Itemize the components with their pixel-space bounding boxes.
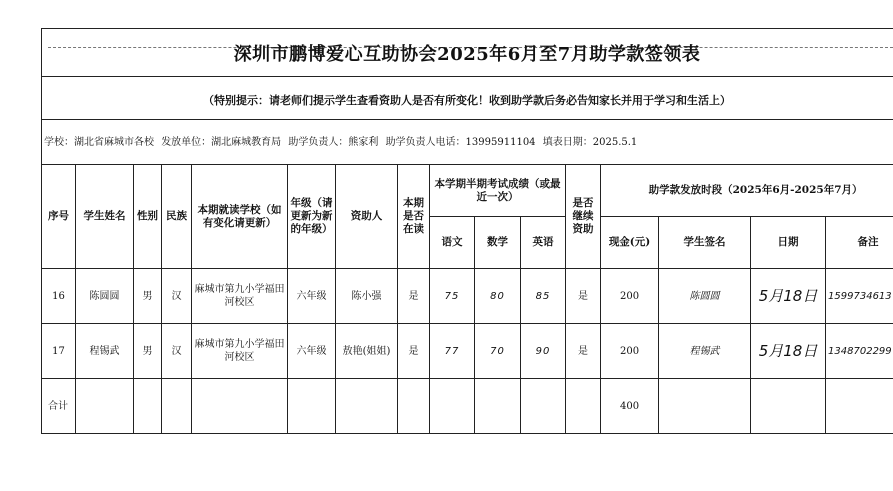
- header-grade: 年级（请更新为新的年级）: [288, 165, 336, 269]
- header-math: 数学: [475, 217, 521, 269]
- header-continue: 是否继续资助: [566, 165, 601, 269]
- cell-enrolled: 是: [398, 324, 430, 379]
- cell-seq: 17: [42, 324, 76, 379]
- cell-gender: 男: [134, 269, 162, 324]
- school-field: 学校：湖北省麻城市各校: [44, 137, 154, 148]
- cell-grade: 六年级: [288, 269, 336, 324]
- header-cash: 现金(元): [601, 217, 659, 269]
- table-row: [42, 324, 893, 379]
- cell-gender: 男: [134, 324, 162, 379]
- cell-math-score: 70: [475, 324, 521, 379]
- contact-field: 助学负责人：熊家利: [288, 137, 379, 148]
- cell-grade: 六年级: [288, 324, 336, 379]
- cell-sign-date: 5月18日: [751, 269, 826, 324]
- cell-sponsor: 敖艳(姐姐): [336, 324, 398, 379]
- cell-enrolled: 是: [398, 269, 430, 324]
- header-ethnicity: 民族: [162, 165, 192, 269]
- header-scores-group: 本学期半期考试成绩（或最近一次）: [430, 165, 566, 217]
- header-remarks: 备注: [826, 217, 893, 269]
- cell-math-score: 80: [475, 269, 521, 324]
- cell-cash: 200: [601, 269, 659, 324]
- total-row: [42, 379, 893, 434]
- cell-english-score: 85: [521, 269, 566, 324]
- cell-school: 麻城市第九小学福田河校区: [192, 269, 288, 324]
- cell-school: 麻城市第九小学福田河校区: [192, 324, 288, 379]
- date-field: 填表日期：2025.5.1: [542, 137, 638, 148]
- header-seq: 序号: [42, 165, 76, 269]
- cell-continue: 是: [566, 269, 601, 324]
- header-gender: 性别: [134, 165, 162, 269]
- cell-signature: 陈圆圆: [659, 269, 751, 324]
- header-english: 英语: [521, 217, 566, 269]
- cell-name: 程锡武: [76, 324, 134, 379]
- header-payment-group: 助学款发放时段（2025年6月-2025年7月）: [601, 165, 893, 217]
- cell-ethnicity: 汉: [162, 324, 192, 379]
- cell-remarks: 1348702299: [826, 324, 893, 379]
- special-notice: （特别提示：请老师们提示学生查看资助人是否有所变化！收到助学款后务必告知家长并用于学习和生活上）: [203, 94, 731, 107]
- cell-sponsor: 陈小强: [336, 269, 398, 324]
- header-sponsor: 资助人: [336, 165, 398, 269]
- cell-continue: 是: [566, 324, 601, 379]
- table-row: [42, 269, 893, 324]
- cell-total-cash: 400: [601, 379, 659, 434]
- issuer-field: 发放单位：湖北麻城教育局: [161, 137, 282, 148]
- header-enrolled: 本期是否在读: [398, 165, 430, 269]
- data-table: [41, 164, 893, 434]
- cell-ethnicity: 汉: [162, 269, 192, 324]
- header-sign-date: 日期: [751, 217, 826, 269]
- cell-name: 陈圆圆: [76, 269, 134, 324]
- phone-field: 助学负责人电话：13995911104: [385, 137, 536, 148]
- cell-cash: 200: [601, 324, 659, 379]
- header-school: 本期就读学校（如有变化请更新）: [192, 165, 288, 269]
- cell-chinese-score: 77: [430, 324, 475, 379]
- cell-sign-date: 5月18日: [751, 324, 826, 379]
- header-signature: 学生签名: [659, 217, 751, 269]
- cell-total-label: 合计: [42, 379, 76, 434]
- cell-signature: 程锡武: [659, 324, 751, 379]
- sheet-title: 深圳市鹏博爱心互助协会2025年6月至7月助学款签领表: [233, 44, 701, 65]
- cell-english-score: 90: [521, 324, 566, 379]
- header-name: 学生姓名: [76, 165, 134, 269]
- cell-remarks: 1599734613: [826, 269, 893, 324]
- header-chinese: 语文: [430, 217, 475, 269]
- cell-chinese-score: 75: [430, 269, 475, 324]
- cell-seq: 16: [42, 269, 76, 324]
